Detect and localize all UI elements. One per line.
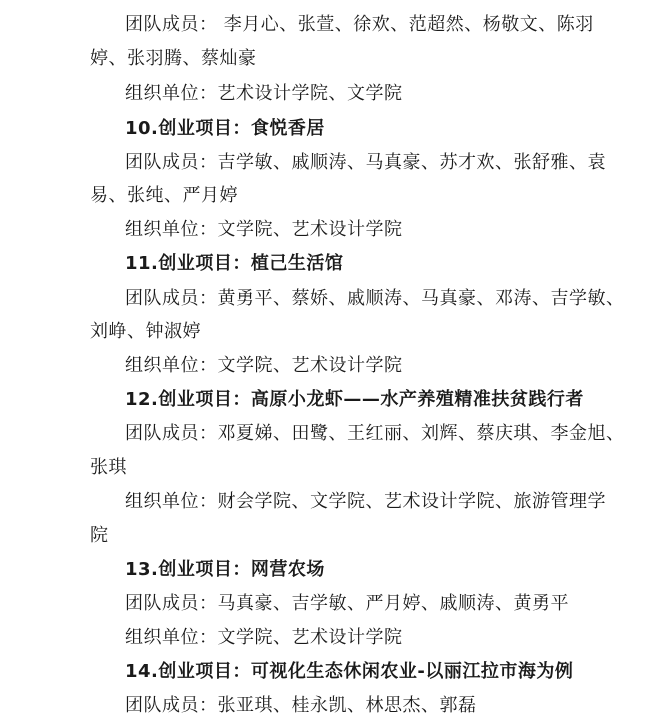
team-members-line: 团队成员：邓夏娣、田鹭、王红丽、刘辉、蔡庆琪、李金旭、: [125, 423, 625, 444]
project-heading-14: 14.创业项目：可视化生态休闲农业-以丽江拉市海为例: [125, 661, 574, 682]
team-members-continuation: 刘峥、钟淑婷: [90, 321, 201, 342]
team-members-line: 团队成员：黄勇平、蔡娇、戚顺涛、马真豪、邓涛、吉学敏、: [125, 288, 625, 309]
project-heading-10: 10.创业项目：食悦香居: [125, 118, 325, 139]
project-heading-13: 13.创业项目：网营农场: [125, 559, 325, 580]
organizer-continuation: 院: [90, 525, 109, 546]
team-members-continuation: 易、张纯、严月婷: [90, 185, 238, 206]
organizer-line: 组织单位：文学院、艺术设计学院: [125, 627, 403, 648]
team-members-line: 团队成员： 李月心、张萱、徐欢、范超然、杨敬文、陈羽: [125, 14, 594, 35]
team-members-line: 团队成员：张亚琪、桂永凯、林思杰、郭磊: [125, 695, 477, 716]
team-members-line: 团队成员：马真豪、吉学敏、严月婷、戚顺涛、黄勇平: [125, 593, 569, 614]
organizer-line: 组织单位：文学院、艺术设计学院: [125, 219, 403, 240]
team-members-line: 团队成员：吉学敏、戚顺涛、马真豪、苏才欢、张舒雅、袁: [125, 152, 606, 173]
project-heading-11: 11.创业项目：植己生活馆: [125, 253, 344, 274]
team-members-continuation: 婷、张羽腾、蔡灿豪: [90, 48, 257, 69]
organizer-line: 组织单位：艺术设计学院、文学院: [125, 83, 403, 104]
organizer-line: 组织单位：财会学院、文学院、艺术设计学院、旅游管理学: [125, 491, 606, 512]
project-heading-12: 12.创业项目：高原小龙虾——水产养殖精准扶贫践行者: [125, 389, 584, 410]
organizer-line: 组织单位：文学院、艺术设计学院: [125, 355, 403, 376]
team-members-continuation: 张琪: [90, 457, 127, 478]
